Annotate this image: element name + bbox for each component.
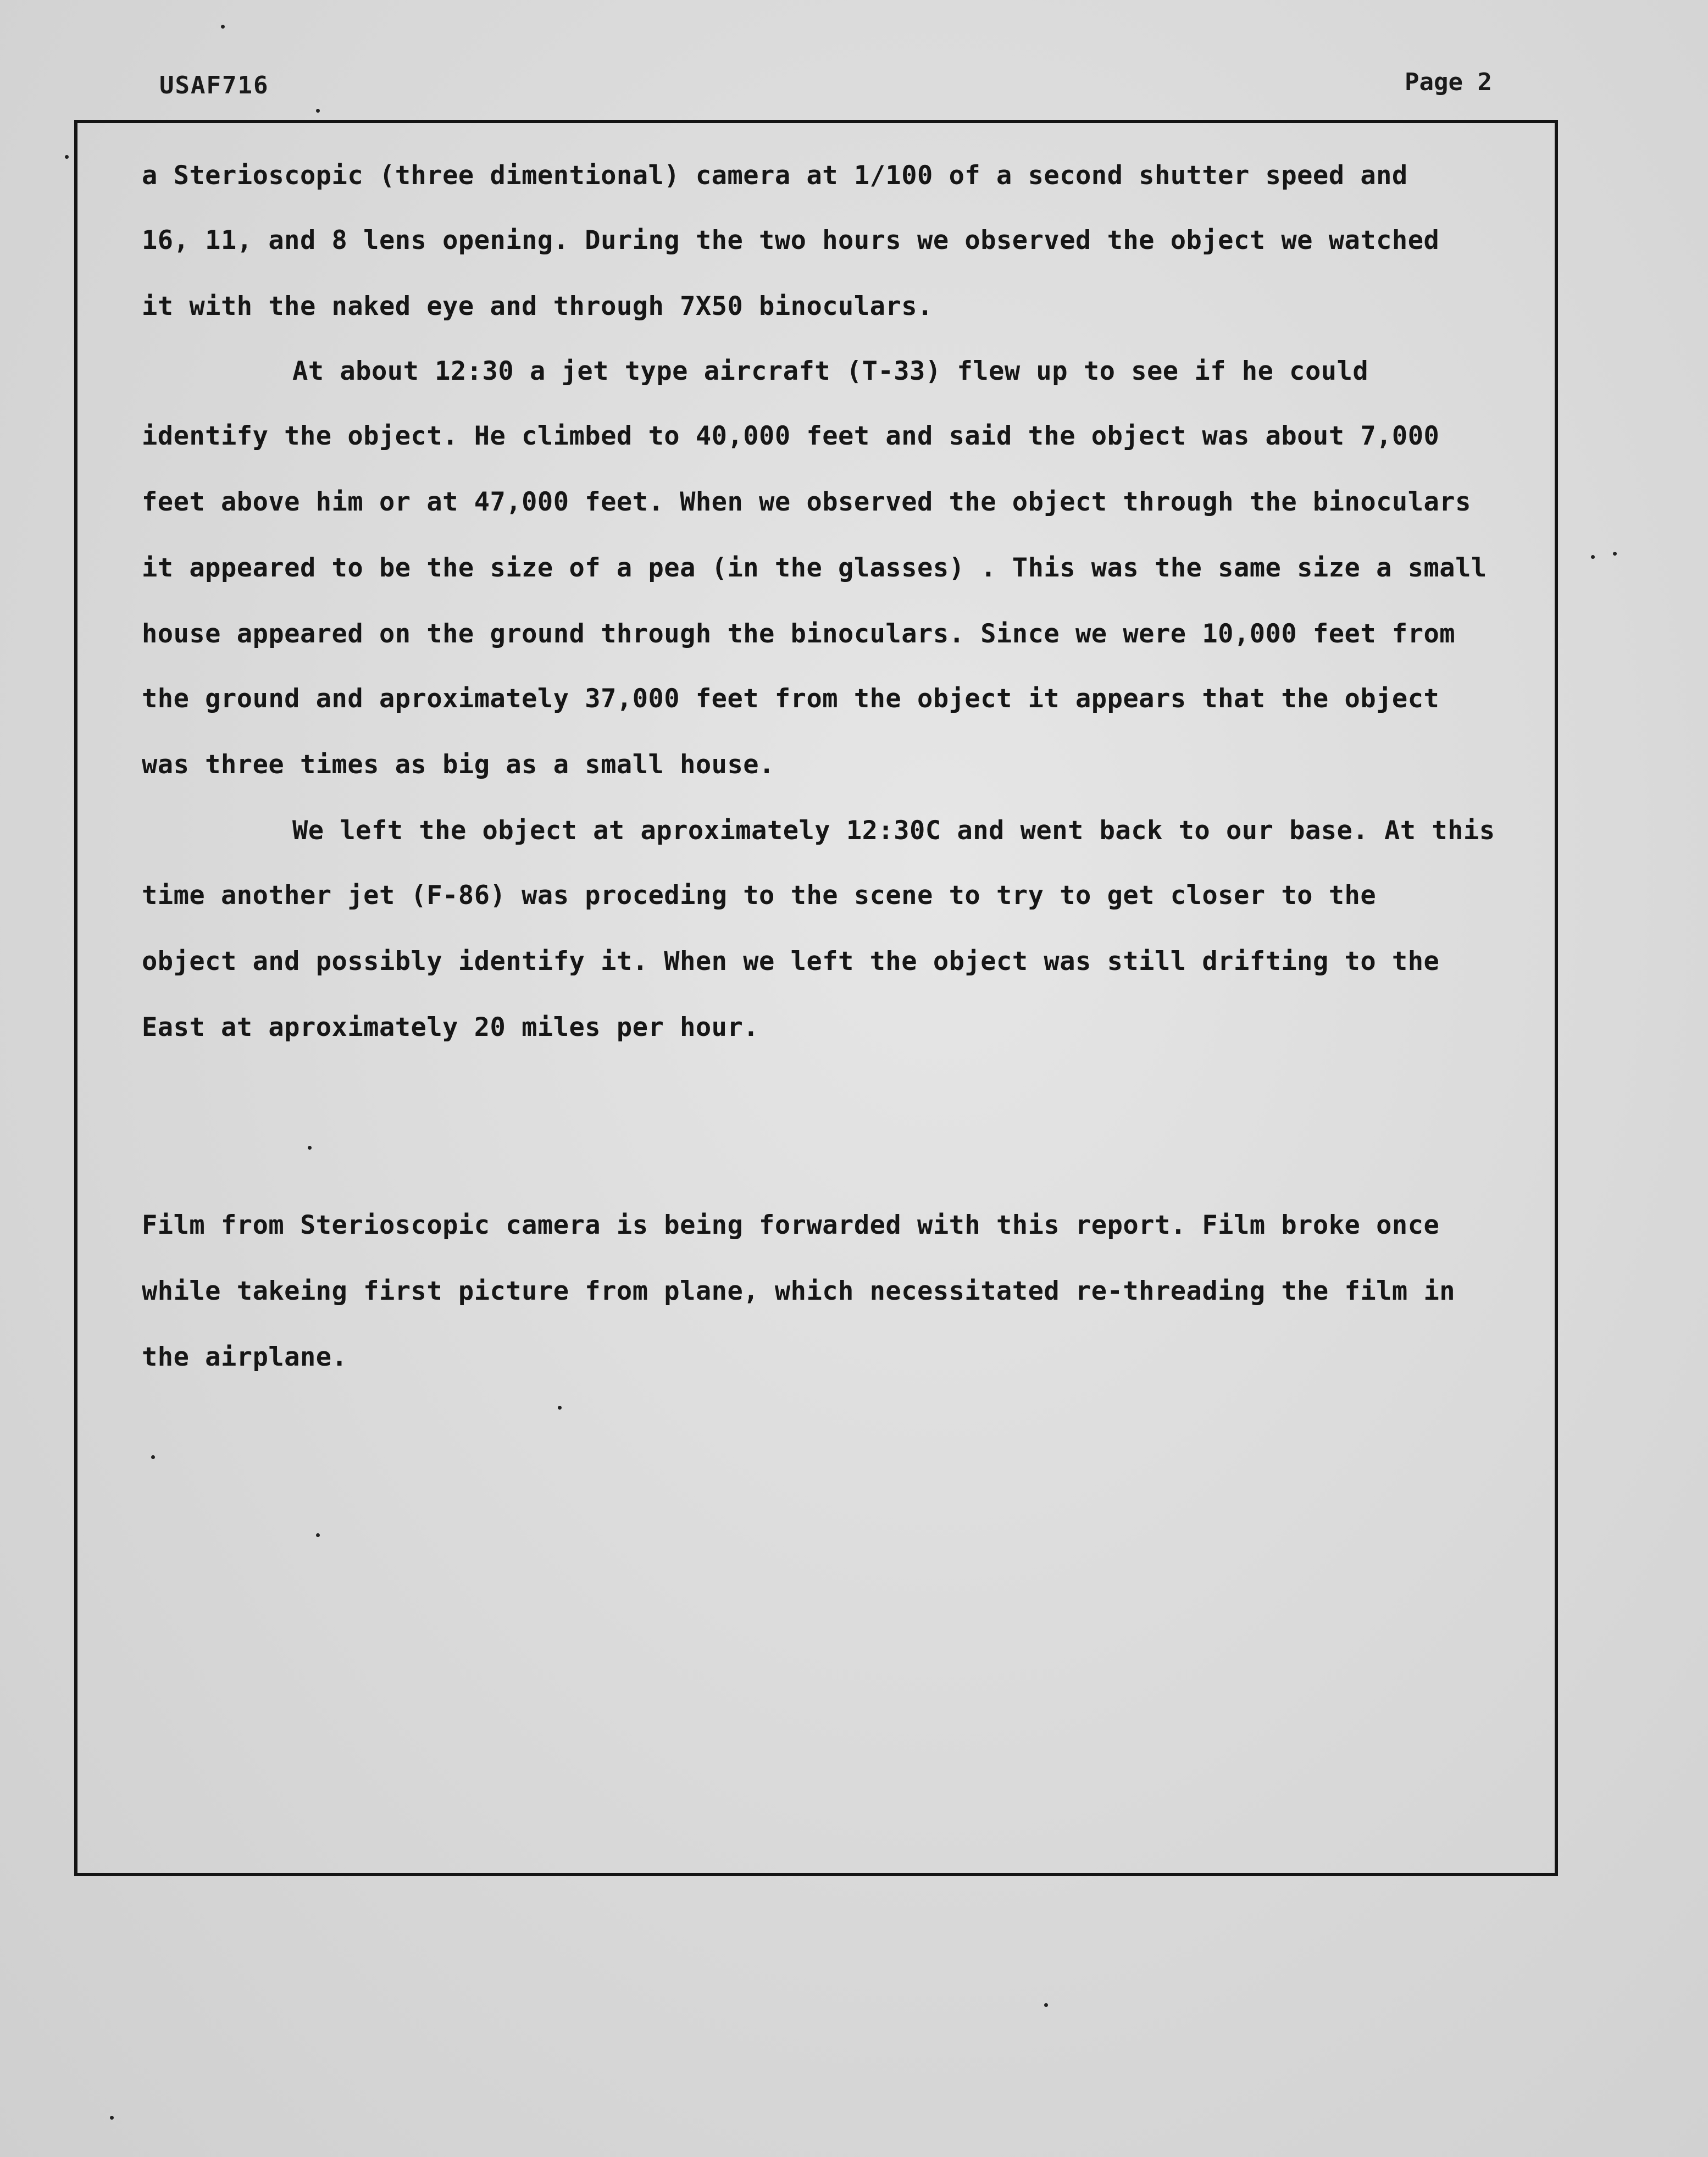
- scan-speck: [65, 155, 69, 159]
- scan-speck: [1591, 555, 1595, 559]
- body-line: the ground and aproximately 37,000 feet from the object it appears that the object: [142, 684, 1440, 714]
- body-line: the airplane.: [142, 1342, 348, 1372]
- body-line: East at aproximately 20 miles per hour.: [142, 1012, 759, 1043]
- scan-speck: [221, 25, 225, 29]
- body-line: a Sterioscopic (three dimentional) camera at 1/100 of a second shutter speed and: [142, 160, 1408, 191]
- body-line: it with the naked eye and through 7X50 binoculars.: [142, 291, 933, 321]
- body-line: feet above him or at 47,000 feet. When we observed the object through the binoculars: [142, 487, 1471, 517]
- scan-speck: [316, 109, 320, 113]
- body-line: it appeared to be the size of a pea (in the glasses) . This was the same size a small: [142, 553, 1487, 583]
- scan-speck: [308, 1146, 312, 1150]
- scan-speck: [110, 2116, 114, 2120]
- body-line: At about 12:30 a jet type aircraft (T-33) flew up to see if he could: [292, 356, 1369, 386]
- body-line: 16, 11, and 8 lens opening. During the two hours we observed the object we watched: [142, 225, 1440, 256]
- body-line: house appeared on the ground through the binoculars. Since we were 10,000 feet from: [142, 619, 1456, 649]
- scan-speck: [1044, 2003, 1048, 2007]
- scan-speck: [558, 1406, 562, 1410]
- body-line: We left the object at aproximately 12:30C and went back to our base. At this: [292, 816, 1495, 846]
- body-line: was three times as big as a small house.: [142, 750, 775, 780]
- body-line: identify the object. He climbed to 40,000 feet and said the object was about 7,000: [142, 421, 1440, 451]
- page-number: Page 2: [1405, 68, 1492, 96]
- body-line: time another jet (F-86) was proceding to the scene to try to get closer to the: [142, 880, 1377, 911]
- body-line: object and possibly identify it. When we left the object was still drifting to the: [142, 946, 1440, 977]
- scan-speck: [316, 1533, 320, 1537]
- body-line: Film from Sterioscopic camera is being forwarded with this report. Film broke once: [142, 1210, 1440, 1240]
- scan-speck: [1613, 552, 1617, 556]
- body-line: while takeing first picture from plane, which necessitated re-threading the film in: [142, 1276, 1456, 1306]
- scan-speck: [151, 1455, 155, 1459]
- document-id: USAF716: [159, 71, 269, 99]
